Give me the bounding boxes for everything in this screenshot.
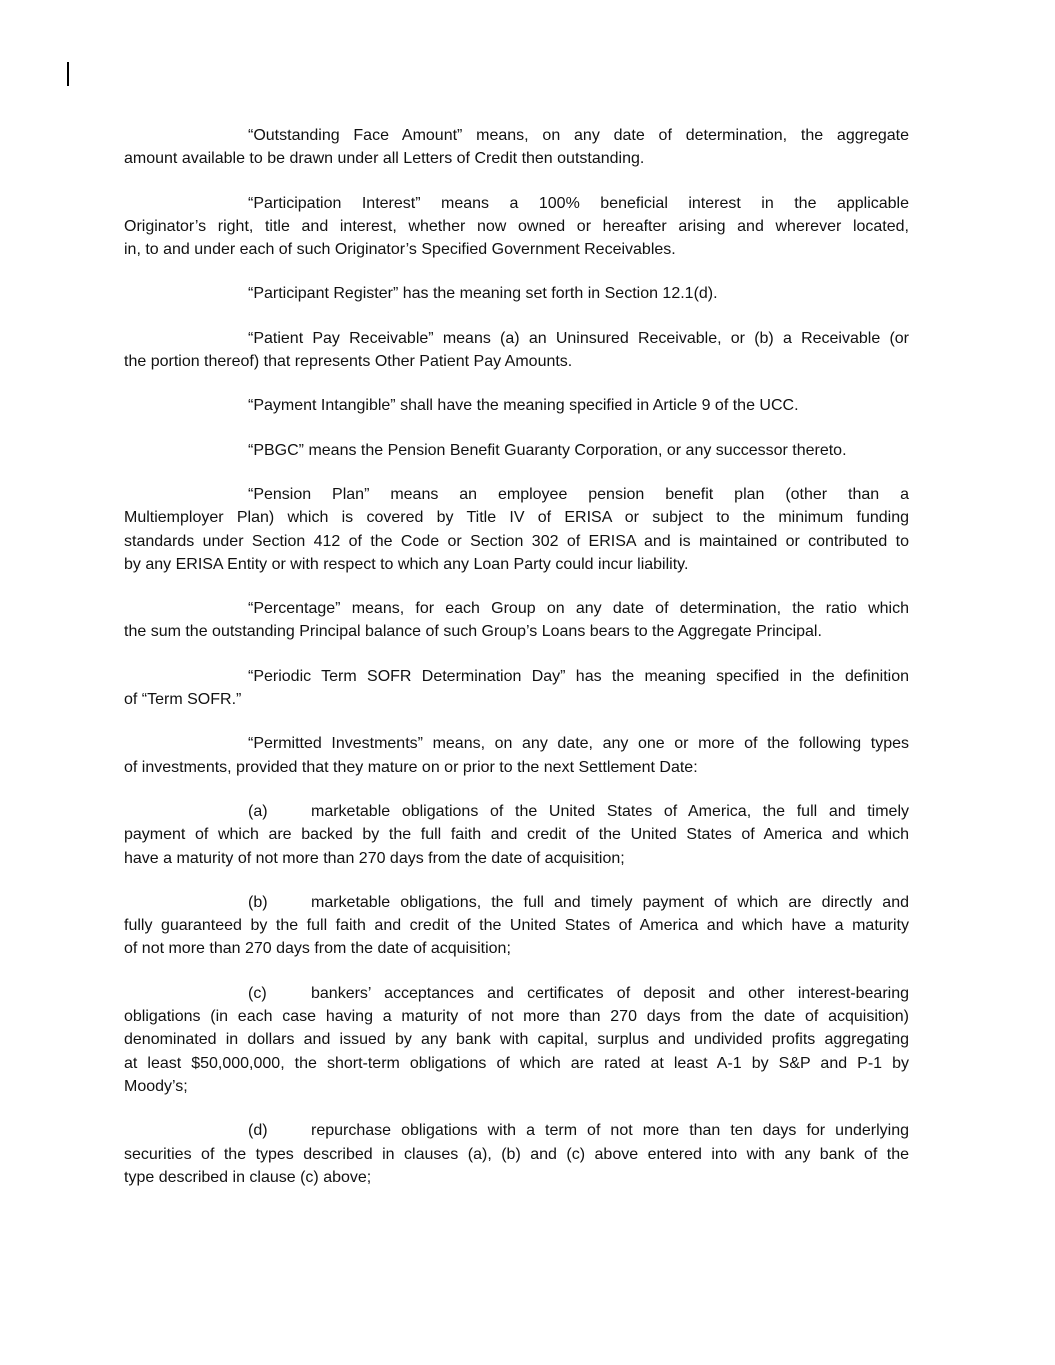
definition-paragraph	[124, 483, 909, 576]
text-line	[124, 847, 909, 870]
text-line	[124, 620, 909, 643]
text-line	[124, 597, 909, 620]
definition-paragraph	[124, 192, 909, 262]
clause-label: (a)	[248, 802, 268, 820]
line-text: of “Term SOFR.”	[124, 691, 242, 709]
definition-paragraph	[124, 124, 909, 171]
line-text: standards under Section 412 of the Code or Section 302 of ERISA and is maintained or contributed to	[124, 532, 909, 550]
definition-paragraph	[124, 597, 909, 644]
line-text: marketable obligations of the United States of America, the full and timely	[311, 802, 909, 820]
text-line	[124, 439, 909, 462]
line-text: “Periodic Term SOFR Determination Day” has the meaning specified in the definition	[248, 667, 909, 685]
definition-paragraph	[124, 282, 909, 305]
text-line	[124, 350, 909, 373]
line-text: the portion thereof) that represents Other Patient Pay Amounts.	[124, 353, 573, 371]
line-text: of investments, provided that they mature on or prior to the next Settlement Date:	[124, 758, 698, 776]
text-line	[124, 937, 909, 960]
line-text: “Percentage” means, for each Group on any date of determination, the ratio which	[248, 600, 909, 618]
text-line	[124, 823, 909, 846]
clause-label: (b)	[248, 893, 268, 911]
clause-label: (c)	[248, 984, 267, 1002]
line-text: “Payment Intangible” shall have the meaning specified in Article 9 of the UCC.	[248, 397, 799, 415]
line-text: by any ERISA Entity or with respect to which any Loan Party could incur liability.	[124, 555, 689, 573]
line-text: Originator’s right, title and interest, whether now owned or hereafter arising and wherever located,	[124, 217, 909, 235]
line-text: Moody’s;	[124, 1077, 188, 1095]
text-line	[124, 1052, 909, 1075]
line-text: “Patient Pay Receivable” means (a) an Uninsured Receivable, or (b) a Receivable (or	[248, 329, 909, 347]
line-text: “Participation Interest” means a 100% beneficial interest in the applicable	[248, 194, 909, 212]
definition-clause	[124, 1119, 909, 1189]
line-text: securities of the types described in clauses (a), (b) and (c) above entered into with any bank of the	[124, 1145, 909, 1163]
text-line	[124, 327, 909, 350]
text-line	[124, 1143, 909, 1166]
text-line	[124, 506, 909, 529]
line-text: amount available to be drawn under all Letters of Credit then outstanding.	[124, 150, 645, 168]
line-text: Multiemployer Plan) which is covered by Title IV of ERISA or subject to the minimum funding	[124, 509, 909, 527]
text-line	[124, 192, 909, 215]
text-line	[124, 800, 909, 823]
definition-paragraph	[124, 665, 909, 712]
line-text: marketable obligations, the full and timely payment of which are directly and	[311, 893, 909, 911]
definition-clause	[124, 891, 909, 961]
line-text: at least $50,000,000, the short-term obligations of which are rated at least A-1 by S&P and P-1 by	[124, 1054, 909, 1072]
text-line	[124, 1075, 909, 1098]
text-line	[124, 665, 909, 688]
text-line	[124, 982, 909, 1005]
line-text: “Pension Plan” means an employee pension benefit plan (other than a	[248, 485, 909, 503]
text-line	[124, 282, 909, 305]
text-line	[124, 553, 909, 576]
line-text: of not more than 270 days from the date of acquisition;	[124, 940, 511, 958]
line-text: fully guaranteed by the full faith and credit of the United States of America and which have a maturity	[124, 917, 909, 935]
text-line	[124, 238, 909, 261]
document-page	[124, 124, 909, 1210]
line-text: “Participant Register” has the meaning set forth in Section 12.1(d).	[248, 285, 718, 303]
line-text: payment of which are backed by the full faith and credit of the United States of America and which	[124, 826, 909, 844]
text-line	[124, 1005, 909, 1028]
text-line	[124, 1028, 909, 1051]
line-text: “Permitted Investments” means, on any date, any one or more of the following types	[248, 735, 909, 753]
text-line	[124, 394, 909, 417]
clause-label: (d)	[248, 1122, 268, 1140]
text-line	[124, 1166, 909, 1189]
text-line	[124, 914, 909, 937]
definition-paragraph	[124, 327, 909, 374]
line-text: “PBGC” means the Pension Benefit Guaranty Corporation, or any successor thereto.	[248, 441, 847, 459]
line-text: bankers’ acceptances and certificates of deposit and other interest-bearing	[311, 984, 909, 1002]
definition-paragraph	[124, 439, 909, 462]
line-text: the sum the outstanding Principal balance of such Group’s Loans bears to the Aggregate Principal.	[124, 623, 822, 641]
line-text: repurchase obligations with a term of not more than ten days for underlying	[311, 1122, 909, 1140]
text-line	[124, 215, 909, 238]
line-text: type described in clause (c) above;	[124, 1168, 372, 1186]
line-text: “Outstanding Face Amount” means, on any date of determination, the aggregate	[248, 127, 909, 144]
text-line	[124, 1119, 909, 1142]
text-line	[124, 124, 909, 147]
line-text: in, to and under each of such Originator’s Specified Government Receivables.	[124, 241, 676, 259]
line-text: have a maturity of not more than 270 days from the date of acquisition;	[124, 849, 625, 867]
line-text: denominated in dollars and issued by any bank with capital, surplus and undivided profits aggregating	[124, 1031, 909, 1049]
text-line	[124, 147, 909, 170]
definition-paragraph	[124, 394, 909, 417]
definition-clause	[124, 800, 909, 870]
text-line	[124, 483, 909, 506]
text-line	[124, 732, 909, 755]
definition-paragraph	[124, 732, 909, 779]
text-line	[124, 688, 909, 711]
line-text: obligations (in each case having a maturity of not more than 270 days from the date of acquisition)	[124, 1008, 909, 1026]
text-cursor	[67, 62, 69, 86]
definition-clause	[124, 982, 909, 1098]
text-line	[124, 756, 909, 779]
text-line	[124, 891, 909, 914]
text-line	[124, 530, 909, 553]
